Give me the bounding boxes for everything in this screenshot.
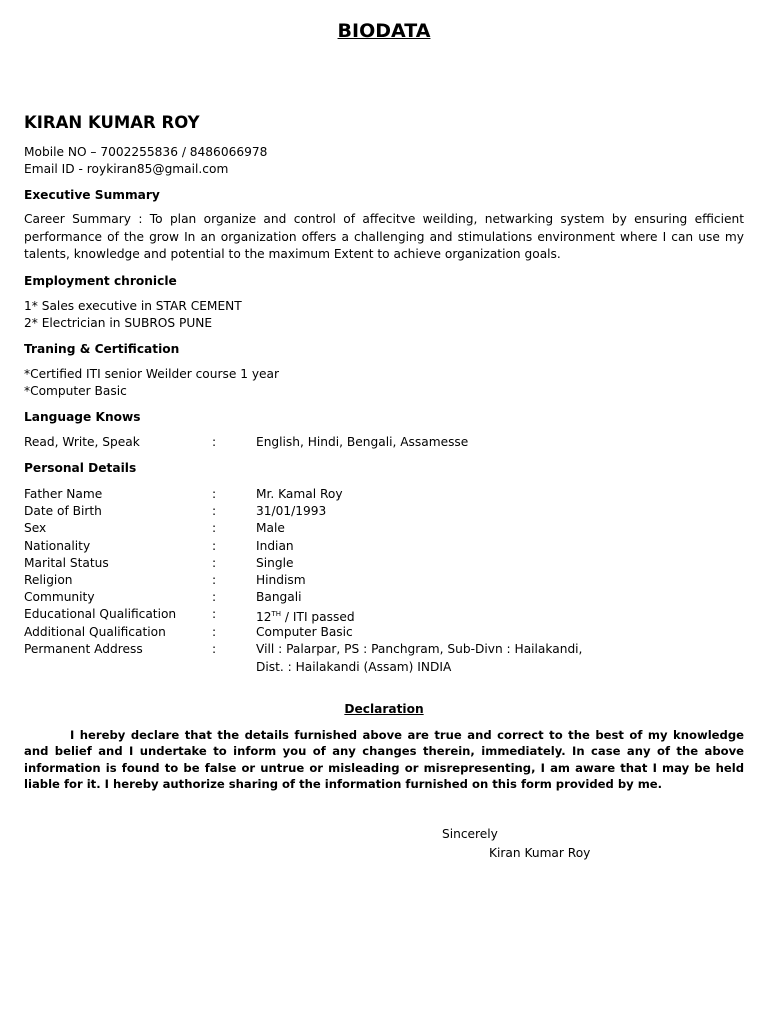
separator-colon: : [212,590,217,604]
separator-colon: : [212,573,217,587]
row-value: Bangali [256,590,302,604]
executive-summary-heading: Executive Summary [24,188,160,202]
separator-colon: : [212,487,217,501]
declaration-text: I hereby declare that the details furnished above are true and correct to the best of my knowledge and belief and I undertake to inform you of any changes therein, immediately. In case any of the above information is found to be false or untrue or misleading or misrepresenting, I am aware that I may be held liable for it. I hereby authorize sharing of the information furnished on this form provided by me. [24,728,744,792]
employment-heading: Employment chronicle [24,274,177,288]
career-summary-text: Career Summary : To plan organize and control of affecitve weilding, netwarking system by ensuring efficient performance of the grow In an organization offers a challenging and stimulations environment where I can use my talents, knowledge and potential to the maximum Extent to achieve organization goals. [24,212,744,262]
row-value: Hindism [256,573,306,587]
separator-colon: : [212,625,217,639]
email-id: Email ID - roykiran85@gmail.com [24,162,229,176]
row-label: Marital Status [24,556,109,570]
row-value: Male [256,521,285,535]
training-item: *Computer Basic [24,384,127,398]
row-label: Additional Qualification [24,625,166,639]
separator-colon: : [212,521,217,535]
document-title: BIODATA [337,20,431,42]
row-value: Single [256,556,294,570]
separator-colon: : [212,504,217,518]
qualification-grade: 12 [256,610,272,625]
candidate-name: KIRAN KUMAR ROY [24,113,200,132]
row-label: Religion [24,573,73,587]
declaration-heading: Declaration [344,702,424,716]
signature-name: Kiran Kumar Roy [489,846,591,860]
training-item: *Certified ITI senior Weilder course 1 year [24,367,280,381]
mobile-number: Mobile NO – 7002255836 / 8486066978 [24,145,268,159]
separator-colon: : [212,607,217,621]
employment-item: 2* Electrician in SUBROS PUNE [24,316,213,330]
row-value: Computer Basic [256,625,353,639]
language-label: Read, Write, Speak [24,435,140,449]
separator-colon: : [212,556,217,570]
row-label: Nationality [24,539,91,553]
row-label: Permanent Address [24,642,143,656]
row-label: Educational Qualification [24,607,177,621]
qualification-detail: / ITI passed [281,610,355,625]
row-value: Indian [256,539,294,553]
training-heading: Traning & Certification [24,342,180,356]
separator-colon: : [212,539,217,553]
row-value: 31/01/1993 [256,504,327,518]
personal-details-heading: Personal Details [24,461,137,475]
separator-colon: : [212,435,217,449]
row-value: Vill : Palarpar, PS : Panchgram, Sub-Divn : Hailakandi, [256,642,583,656]
language-value: English, Hindi, Bengali, Assamesse [256,435,469,449]
row-label: Date of Birth [24,504,102,518]
signature-closing: Sincerely [442,827,498,841]
row-label: Community [24,590,95,604]
ordinal-suffix: TH [271,610,282,618]
language-heading: Language Knows [24,410,141,424]
row-label: Father Name [24,487,103,501]
row-label: Sex [24,521,47,535]
row-value: Dist. : Hailakandi (Assam) INDIA [256,660,452,674]
separator-colon: : [212,642,217,656]
employment-item: 1* Sales executive in STAR CEMENT [24,299,242,313]
row-value: Mr. Kamal Roy [256,487,343,501]
